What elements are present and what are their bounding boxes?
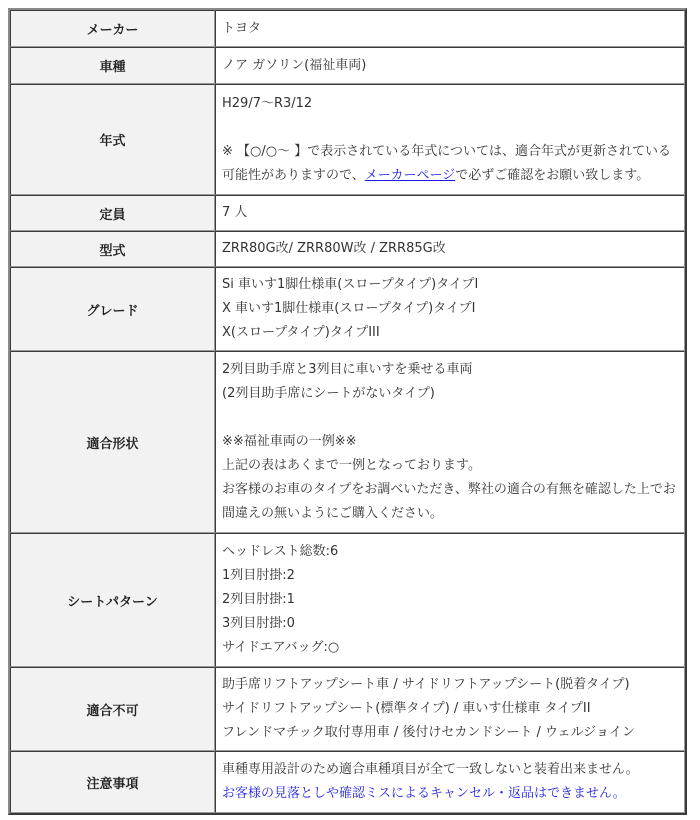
maker-page-link[interactable]: メーカーページ bbox=[364, 167, 456, 183]
fit-shape-note: お客様のお車のタイプをお調べいただき、弊社の適合の有無を確認した上でお bbox=[222, 482, 676, 497]
label-model: 車種 bbox=[10, 47, 215, 84]
grade-item: X(スロープタイプ)タイプIII bbox=[222, 325, 380, 340]
seat-pattern-item: 1列目肘掛:2 bbox=[222, 568, 295, 583]
label-fit-shape: 適合形状 bbox=[10, 351, 215, 533]
caution-line: 車種専用設計のため適合車種項目が全て一致しないと装着出来ません。 bbox=[222, 762, 639, 777]
seat-pattern-item: サイドエアバッグ:○ bbox=[222, 640, 340, 655]
row-fit-shape bbox=[10, 351, 685, 533]
value-type-code: ZRR80G改/ ZRR80W改 / ZRR85G改 bbox=[215, 231, 685, 267]
label-year: 年式 bbox=[10, 84, 215, 195]
spacer bbox=[222, 406, 678, 430]
year-range: H29/7～R3/12 bbox=[222, 95, 313, 111]
value-maker: トヨタ bbox=[215, 10, 685, 47]
label-seat-pattern: シートパターン bbox=[10, 533, 215, 667]
row-caution bbox=[10, 751, 685, 813]
seat-pattern-item: 3列目肘掛:0 bbox=[222, 616, 295, 631]
not-compatible-item: フレンドマチック取付専用車 / 後付けセカンドシート / ウェルジョイン bbox=[222, 725, 635, 740]
fit-shape-note: 間違えの無いようにご購入ください。 bbox=[222, 506, 444, 521]
fit-shape-line: (2列目助手席にシートがないタイプ) bbox=[222, 386, 435, 401]
caution-no-return-note: お客様の見落としや確認ミスによるキャンセル・返品はできません。 bbox=[222, 786, 626, 801]
spacer bbox=[222, 116, 678, 140]
year-note-after-link: で必ずご確認をお願い致します。 bbox=[455, 167, 650, 183]
value-fit-shape bbox=[215, 351, 685, 533]
value-capacity: 7 人 bbox=[215, 195, 685, 231]
row-not-compatible bbox=[10, 667, 685, 751]
label-maker: メーカー bbox=[10, 10, 215, 47]
not-compatible-item: 助手席リフトアップシート車 / サイドリフトアップシート(脱着タイプ) bbox=[222, 677, 630, 692]
grade-item: Si 車いす1脚仕様車(スロープタイプ)タイプI bbox=[222, 277, 479, 292]
value-model: ノア ガソリン(福祉車両) bbox=[215, 47, 685, 84]
value-caution bbox=[215, 751, 685, 813]
grade-item: X 車いす1脚仕様車(スロープタイプ)タイプI bbox=[222, 301, 476, 316]
seat-pattern-item: ヘッドレスト総数:6 bbox=[222, 544, 339, 559]
not-compatible-item: サイドリフトアップシート(標準タイプ) / 車いす仕様車 タイプII bbox=[222, 701, 591, 716]
vehicle-spec-table bbox=[8, 8, 687, 815]
seat-pattern-item: 2列目肘掛:1 bbox=[222, 592, 295, 607]
label-caution: 注意事項 bbox=[10, 751, 215, 813]
row-seat-pattern bbox=[10, 533, 685, 667]
row-maker bbox=[10, 10, 685, 47]
row-capacity bbox=[10, 195, 685, 231]
year-note-line2 bbox=[222, 164, 678, 188]
year-note-before-link: 可能性がありますので、 bbox=[222, 167, 365, 183]
year-note-line1: ※ 【○/○～ 】で表示されている年式については、適合年式が更新されている bbox=[222, 143, 671, 159]
label-not-compatible: 適合不可 bbox=[10, 667, 215, 751]
row-grade bbox=[10, 267, 685, 351]
row-year bbox=[10, 84, 685, 195]
value-grade bbox=[215, 267, 685, 351]
value-seat-pattern bbox=[215, 533, 685, 667]
fit-shape-note: ※※福祉車両の一例※※ bbox=[222, 434, 357, 449]
fit-shape-note: 上記の表はあくまで一例となっております。 bbox=[222, 458, 481, 473]
value-not-compatible bbox=[215, 667, 685, 751]
row-type-code bbox=[10, 231, 685, 267]
label-capacity: 定員 bbox=[10, 195, 215, 231]
fit-shape-line: 2列目助手席と3列目に車いすを乗せる車両 bbox=[222, 362, 473, 377]
label-grade: グレード bbox=[10, 267, 215, 351]
row-model bbox=[10, 47, 685, 84]
value-year bbox=[215, 84, 685, 195]
label-type-code: 型式 bbox=[10, 231, 215, 267]
